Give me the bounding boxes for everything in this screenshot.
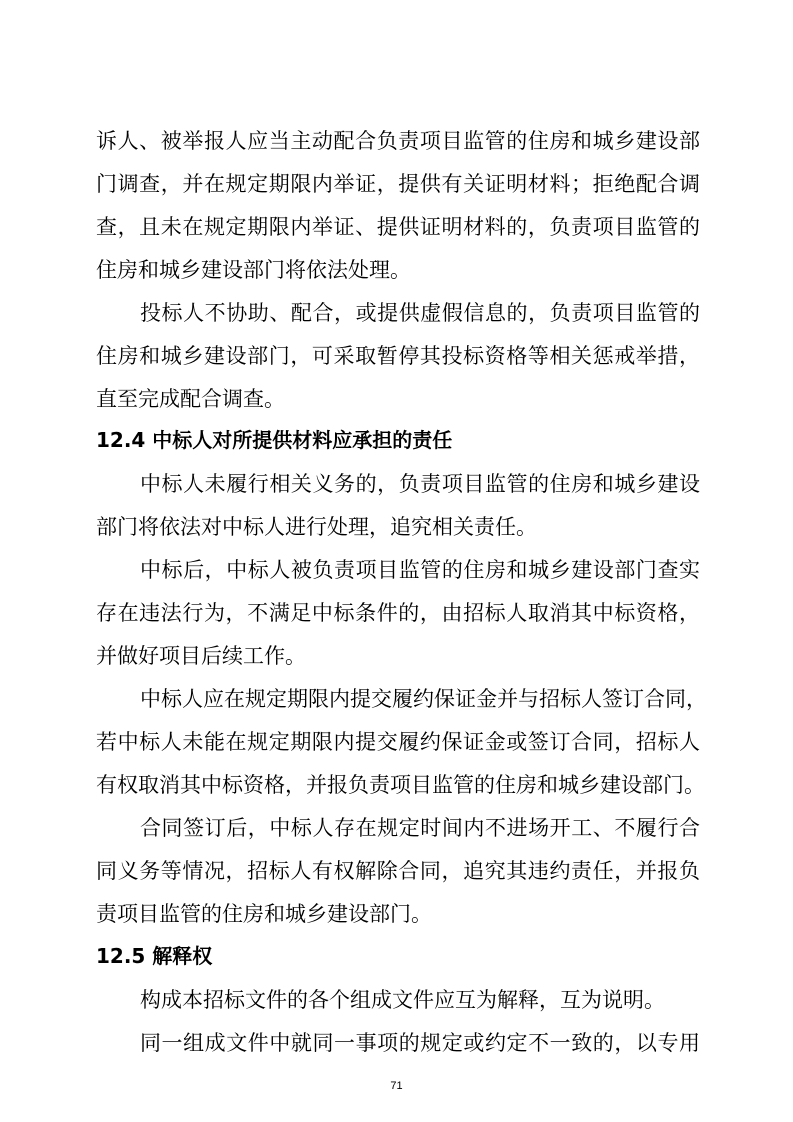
text-line: 部门将依法对中标人进行处理，追究相关责任。: [96, 515, 537, 539]
text-line: 同一组成文件中就同一事项的规定或约定不一致的，以专用: [140, 1031, 700, 1055]
text-line: 同义务等情况，招标人有权解除合同，追究其违约责任，并报负: [96, 859, 700, 883]
text-line: 若中标人未能在规定期限内提交履约保证金或签订合同，招标人: [96, 730, 700, 754]
text-line: 诉人、被举报人应当主动配合负责项目监管的住房和城乡建设部: [96, 129, 700, 153]
text-line: 投标人不协助、配合，或提供虚假信息的，负责项目监管的: [140, 301, 700, 325]
text-line: 门调查，并在规定期限内举证，提供有关证明材料；拒绝配合调: [96, 172, 700, 196]
text-line: 直至完成配合调查。: [96, 387, 285, 411]
text-line: 中标人应在规定期限内提交履约保证金并与招标人签订合同，: [140, 687, 707, 711]
text-line: 中标人未履行相关义务的，负责项目监管的住房和城乡建设: [140, 472, 700, 496]
text-line: 查，且未在规定期限内举证、提供证明材料的，负责项目监管的: [96, 215, 700, 239]
text-line: 存在违法行为，不满足中标条件的，由招标人取消其中标资格，: [96, 601, 700, 625]
text-line: 住房和城乡建设部门将依法处理。: [96, 258, 411, 282]
section-heading-12-5: 12.5 解释权: [96, 944, 213, 968]
text-line: 责项目监管的住房和城乡建设部门。: [96, 902, 432, 926]
text-line: 中标后，中标人被负责项目监管的住房和城乡建设部门查实: [140, 558, 700, 582]
text-line: 并做好项目后续工作。: [96, 644, 306, 668]
page-number: 71: [390, 1080, 403, 1092]
text-line: 合同签订后，中标人存在规定时间内不进场开工、不履行合: [140, 816, 700, 840]
text-line: 有权取消其中标资格，并报负责项目监管的住房和城乡建设部门。: [96, 773, 705, 797]
section-heading-12-4: 12.4 中标人对所提供材料应承担的责任: [96, 428, 453, 452]
text-line: 住房和城乡建设部门，可采取暂停其投标资格等相关惩戒举措，: [96, 344, 700, 368]
text-line: 构成本招标文件的各个组成文件应互为解释，互为说明。: [140, 988, 665, 1012]
